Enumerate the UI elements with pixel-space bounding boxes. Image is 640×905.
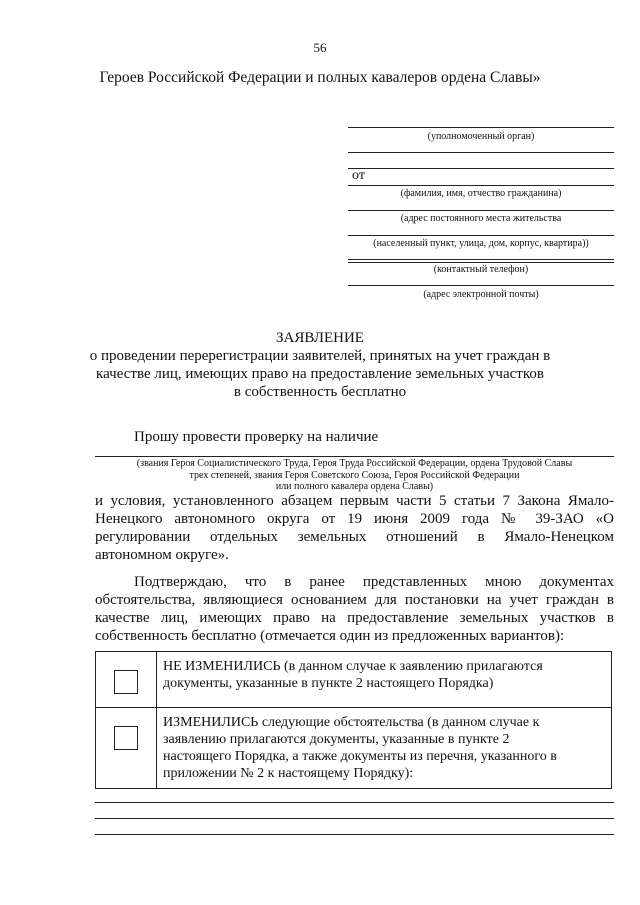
address-line[interactable] [348,210,614,211]
changes-fill-line-3[interactable] [95,834,614,835]
option-checkbox-cell [96,652,157,708]
option-row-unchanged [96,652,612,708]
titles-caption [95,458,614,493]
option-changed-line-4: приложении № 2 к настоящему Порядку): [163,766,414,781]
titles-caption-line-1: (звания Героя Социалистического Труда, Героя Труда Российской Федерации, ордена Трудовой Славы [136,458,573,469]
page-number: 56 [313,40,327,55]
address-details-caption: (населенный пункт, улица, дом, корпус, квартира)) [373,238,589,249]
titles-caption-line-3: или полного кавалера ордена Славы) [275,481,434,492]
option-changed-line-3: настоящего Порядка, а также документы из перечня, указанного в [163,749,557,764]
request-line: Прошу провести проверку на наличие [134,429,379,445]
option-unchanged-line-2: документы, указанные в пункте 2 настоящего Порядка) [163,676,494,691]
confirm-line-4: собственность бесплатно (отмечается один из предложенных вариантов): [95,628,565,644]
option-changed-line-2: заявлению прилагаются документы, указанные в пункте 2 [163,732,510,747]
option-unchanged-emph: НЕ ИЗМЕНИЛИСЬ [163,659,281,674]
title-heading: ЗАЯВЛЕНИЕ [276,330,364,346]
conditions-line-3: регулировании отдельных земельных отношений в Ямало-Ненецком [95,529,614,545]
option-text-changed [157,708,612,789]
address-caption: (адрес постоянного места жительства [400,213,562,224]
titles-fill-line[interactable] [95,456,614,457]
option-checkbox-cell [96,708,157,789]
checkbox-changed[interactable] [114,726,138,750]
changes-fill-line-2[interactable] [95,818,614,819]
title-line-1: о проведении перерегистрации заявителей, принятых на учет граждан в [89,348,551,364]
from-label: от [352,168,365,183]
options-table [95,651,612,789]
option-unchanged-line-1: (в данном случае к заявлению прилагаются [280,659,543,674]
authority-line-3[interactable] [348,168,614,169]
conditions-paragraph [95,492,614,564]
phone-caption: (контактный телефон) [433,264,529,275]
conditions-line-4: автономном округе». [95,547,229,563]
title-line-2: качестве лиц, имеющих право на предоставление земельных участков [96,366,544,382]
fio-caption: (фамилия, имя, отчество гражданина) [400,188,562,199]
option-changed-emph: ИЗМЕНИЛИСЬ [163,715,259,730]
confirm-line-3: качестве лиц, имеющих право на предоставление земельных участков в [95,610,614,626]
option-text-unchanged [157,652,612,708]
confirm-line-1: Подтверждаю, что в ранее представленных мною документах [134,574,614,590]
document-title [0,329,640,401]
phone-line[interactable] [348,262,614,263]
option-changed-line-1: следующие обстоятельства (в данном случае к [258,715,540,730]
fio-line[interactable] [348,185,614,186]
authority-line[interactable] [348,127,614,128]
titles-caption-line-2: трех степеней, звания Героя Советского Союза, Героя Российской Федерации [189,469,520,481]
title-line-3: в собственность бесплатно [233,384,407,400]
confirm-paragraph [95,573,614,645]
header-continuation: Героев Российской Федерации и полных кавалеров ордена Славы» [99,69,541,86]
authority-line-2[interactable] [348,152,614,153]
changes-fill-line-1[interactable] [95,802,614,803]
address-extra-line[interactable] [348,259,614,260]
option-row-changed [96,708,612,789]
conditions-line-2: Ненецкого автономного округа от 19 июня 2009 года № 39-ЗАО «О [95,511,614,527]
confirm-line-2: обстоятельства, являющиеся основанием для постановки на учет граждан в [95,592,614,608]
address-details-line[interactable] [348,235,614,236]
email-caption: (адрес электронной почты) [423,289,539,300]
email-line[interactable] [348,285,614,286]
conditions-line-1: и условия, установленного абзацем первым части 5 статьи 7 Закона Ямало- [95,493,614,509]
checkbox-unchanged[interactable] [114,670,138,694]
authority-caption: (уполномоченный орган) [427,131,535,142]
